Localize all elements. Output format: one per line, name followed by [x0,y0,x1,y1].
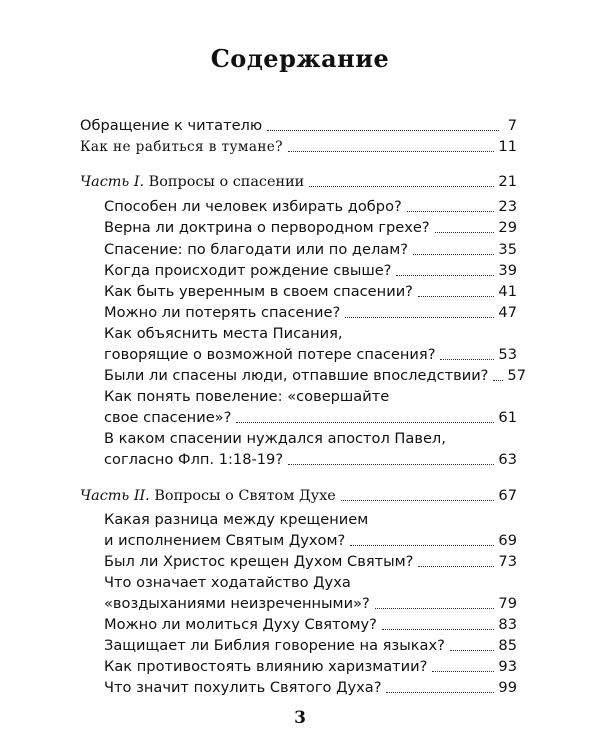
leader-dots [413,254,494,255]
toc-entry-first-line: Какая разница между крещением [104,511,369,528]
page-number: 69 [498,532,517,549]
page-title: Содержание [210,44,390,73]
toc-entry: и исполнением Святым Духом? 69 [104,532,517,549]
leader-dots [236,422,494,423]
leader-dots [382,629,495,630]
page-number: 73 [498,553,517,570]
page-number: 85 [498,637,517,654]
leader-dots [309,186,494,187]
leader-dots [267,130,499,131]
page-number: 83 [498,616,517,633]
toc-entry-first-line: Как объяснить места Писания, [104,325,343,342]
toc-entry: Спасение: по благодати или по делам? 35 [104,241,517,258]
leader-dots [407,211,495,212]
leader-dots [288,464,494,465]
leader-dots [341,500,495,501]
leader-dots [375,608,495,609]
toc-entry: Можно ли молиться Духу Святому? 83 [104,616,517,633]
page-number: 11 [498,138,517,155]
leader-dots [418,296,495,297]
page-number: 63 [498,451,517,468]
page-number: 99 [498,679,517,696]
toc-entry: Способен ли человек избирать добро? 23 [104,198,517,215]
page-number: 57 [507,367,526,384]
toc-entry: Когда происходит рождение свыше? 39 [104,262,517,279]
page-number: 35 [498,241,517,258]
toc-entry: Обращение к читателю 7 [80,117,517,134]
page-number: 29 [498,219,517,236]
toc-entry: свое спасение»? 61 [104,409,517,426]
part-title: Вопросы о Святом Духе [154,488,336,504]
page-number: 53 [498,346,517,363]
toc-entry: Можно ли потерять спасение? 47 [104,304,517,321]
toc-part-heading [80,172,517,192]
leader-dots [450,650,495,651]
toc-entry: Защищает ли Библия говорение на языках? 85 [104,637,517,654]
page-number: 47 [498,304,517,321]
page-number: 61 [498,409,517,426]
toc-entry: Как не рабиться в тумане? 11 [80,138,517,155]
page-number: 41 [498,283,517,300]
leader-dots [396,275,494,276]
leader-dots [350,545,494,546]
toc-entry: Был ли Христос крещен Духом Святым? 73 [104,553,517,570]
toc-entry: Что значит похулить Святого Духа? 99 [104,679,517,696]
page-number: 21 [498,173,517,190]
page-number: 79 [498,595,517,612]
toc-entry: говорящие о возможной потере спасения? 53 [104,346,517,363]
toc-entry: Как противостоять влиянию харизматии? 93 [104,658,517,675]
page-number: 93 [498,658,517,675]
leader-dots [345,317,494,318]
toc-entry-first-line: Как понять повеление: «совершайте [104,388,390,405]
leader-dots [418,566,494,567]
page-number: 67 [498,487,517,504]
toc-entry: «воздыханиями неизреченными»? 79 [104,595,517,612]
toc-entry: Верна ли доктрина о первородном грехе? 29 [104,219,517,236]
leader-dots [435,232,495,233]
page-number: 39 [498,262,517,279]
leader-dots [432,671,494,672]
leader-dots [386,692,494,693]
page-folio: 3 [294,708,306,728]
toc-entry-first-line: В каком спасении нуждался апостол Павел, [104,430,446,447]
toc-entry-first-line: Что означает ходатайство Духа [104,574,351,591]
part-label: Часть II. [80,488,150,504]
toc-part-heading [80,486,517,506]
toc-entry: Были ли спасены люди, отпавшие впоследствии? 57 [104,367,526,384]
page-number: 23 [498,198,517,215]
page-number: 7 [507,117,517,134]
leader-dots [288,151,495,152]
part-title: Вопросы о спасении [148,174,305,190]
toc-entry: согласно Флп. 1:18-19? 63 [104,451,517,468]
leader-dots [493,380,503,381]
leader-dots [440,359,494,360]
toc-entry: Как быть уверенным в своем спасении? 41 [104,283,517,300]
part-label: Часть I. [80,174,145,190]
